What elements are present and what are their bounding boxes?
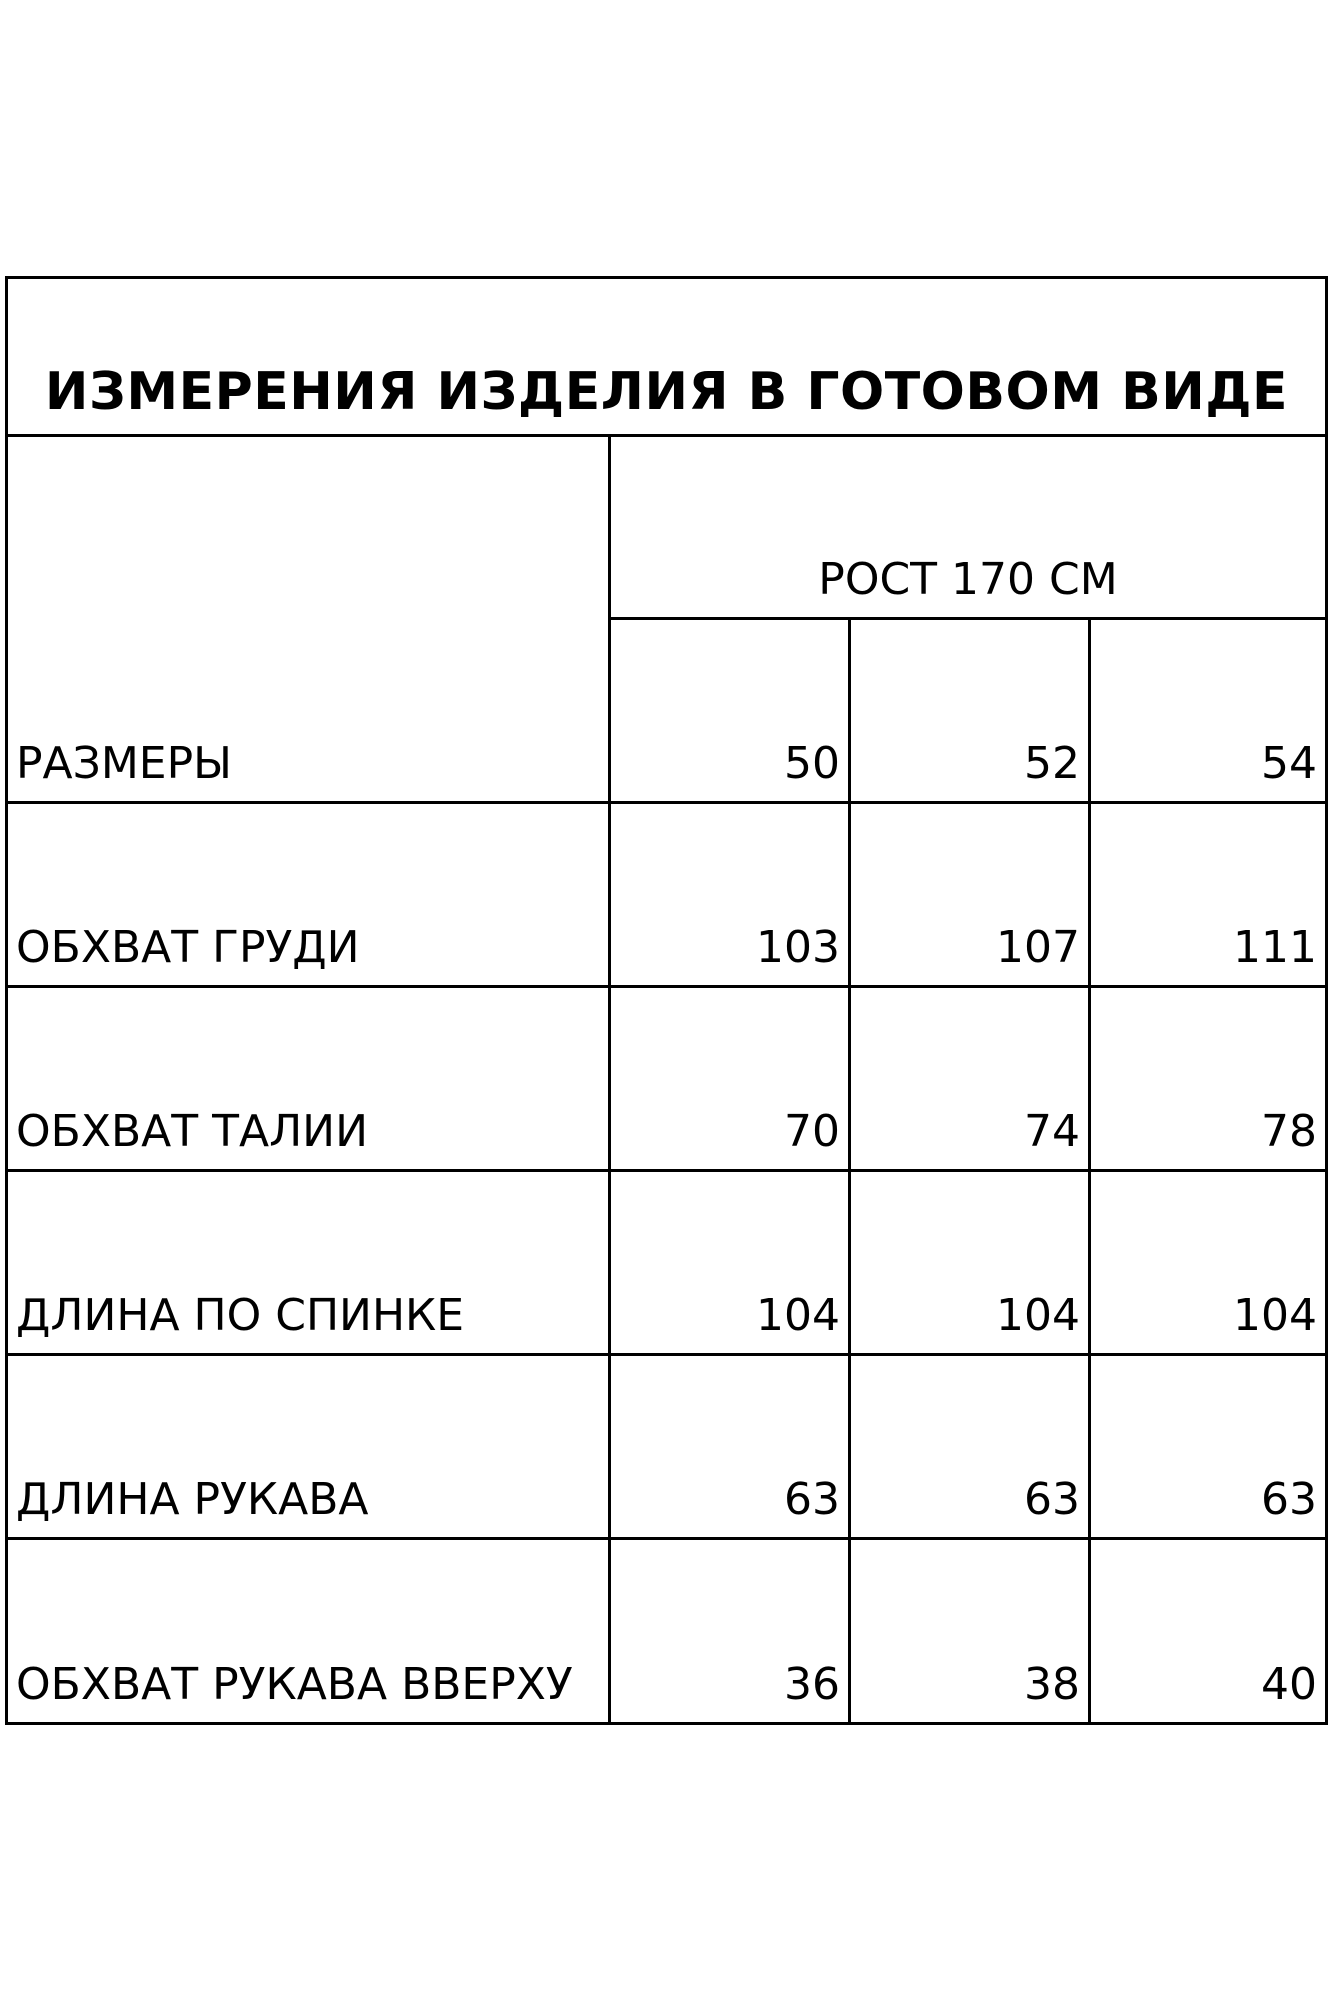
row-label-upper-sleeve: ОБХВАТ РУКАВА ВВЕРХУ (16, 1659, 573, 1710)
value-cell: 63 (1261, 1474, 1317, 1525)
value-cell: 74 (1024, 1106, 1080, 1157)
row-label-waist: ОБХВАТ ТАЛИИ (16, 1106, 368, 1157)
value-cell: 104 (756, 1290, 840, 1341)
value-cell: 63 (784, 1474, 840, 1525)
value-cell: 36 (784, 1659, 840, 1710)
row-label-sizes: РАЗМЕРЫ (16, 738, 232, 789)
value-cell: 40 (1261, 1659, 1317, 1710)
value-cell: 104 (996, 1290, 1080, 1341)
value-cell: 38 (1024, 1659, 1080, 1710)
value-cell: 78 (1261, 1106, 1317, 1157)
value-cell: 52 (1024, 738, 1080, 789)
value-cell: 54 (1261, 738, 1317, 789)
value-cell: 70 (784, 1106, 840, 1157)
value-cell: 111 (1233, 922, 1317, 973)
value-cell: 103 (756, 922, 840, 973)
row-label-sleeve-length: ДЛИНА РУКАВА (16, 1474, 369, 1525)
value-cell: 107 (996, 922, 1080, 973)
size-table (5, 276, 1328, 1725)
height-header: РОСТ 170 СМ (818, 554, 1118, 605)
table-title: ИЗМЕРЕНИЯ ИЗДЕЛИЯ В ГОТОВОМ ВИДЕ (44, 362, 1289, 422)
value-cell: 104 (1233, 1290, 1317, 1341)
row-label-back-length: ДЛИНА ПО СПИНКЕ (16, 1290, 465, 1341)
value-cell: 50 (784, 738, 840, 789)
row-label-chest: ОБХВАТ ГРУДИ (16, 922, 360, 973)
value-cell: 63 (1024, 1474, 1080, 1525)
